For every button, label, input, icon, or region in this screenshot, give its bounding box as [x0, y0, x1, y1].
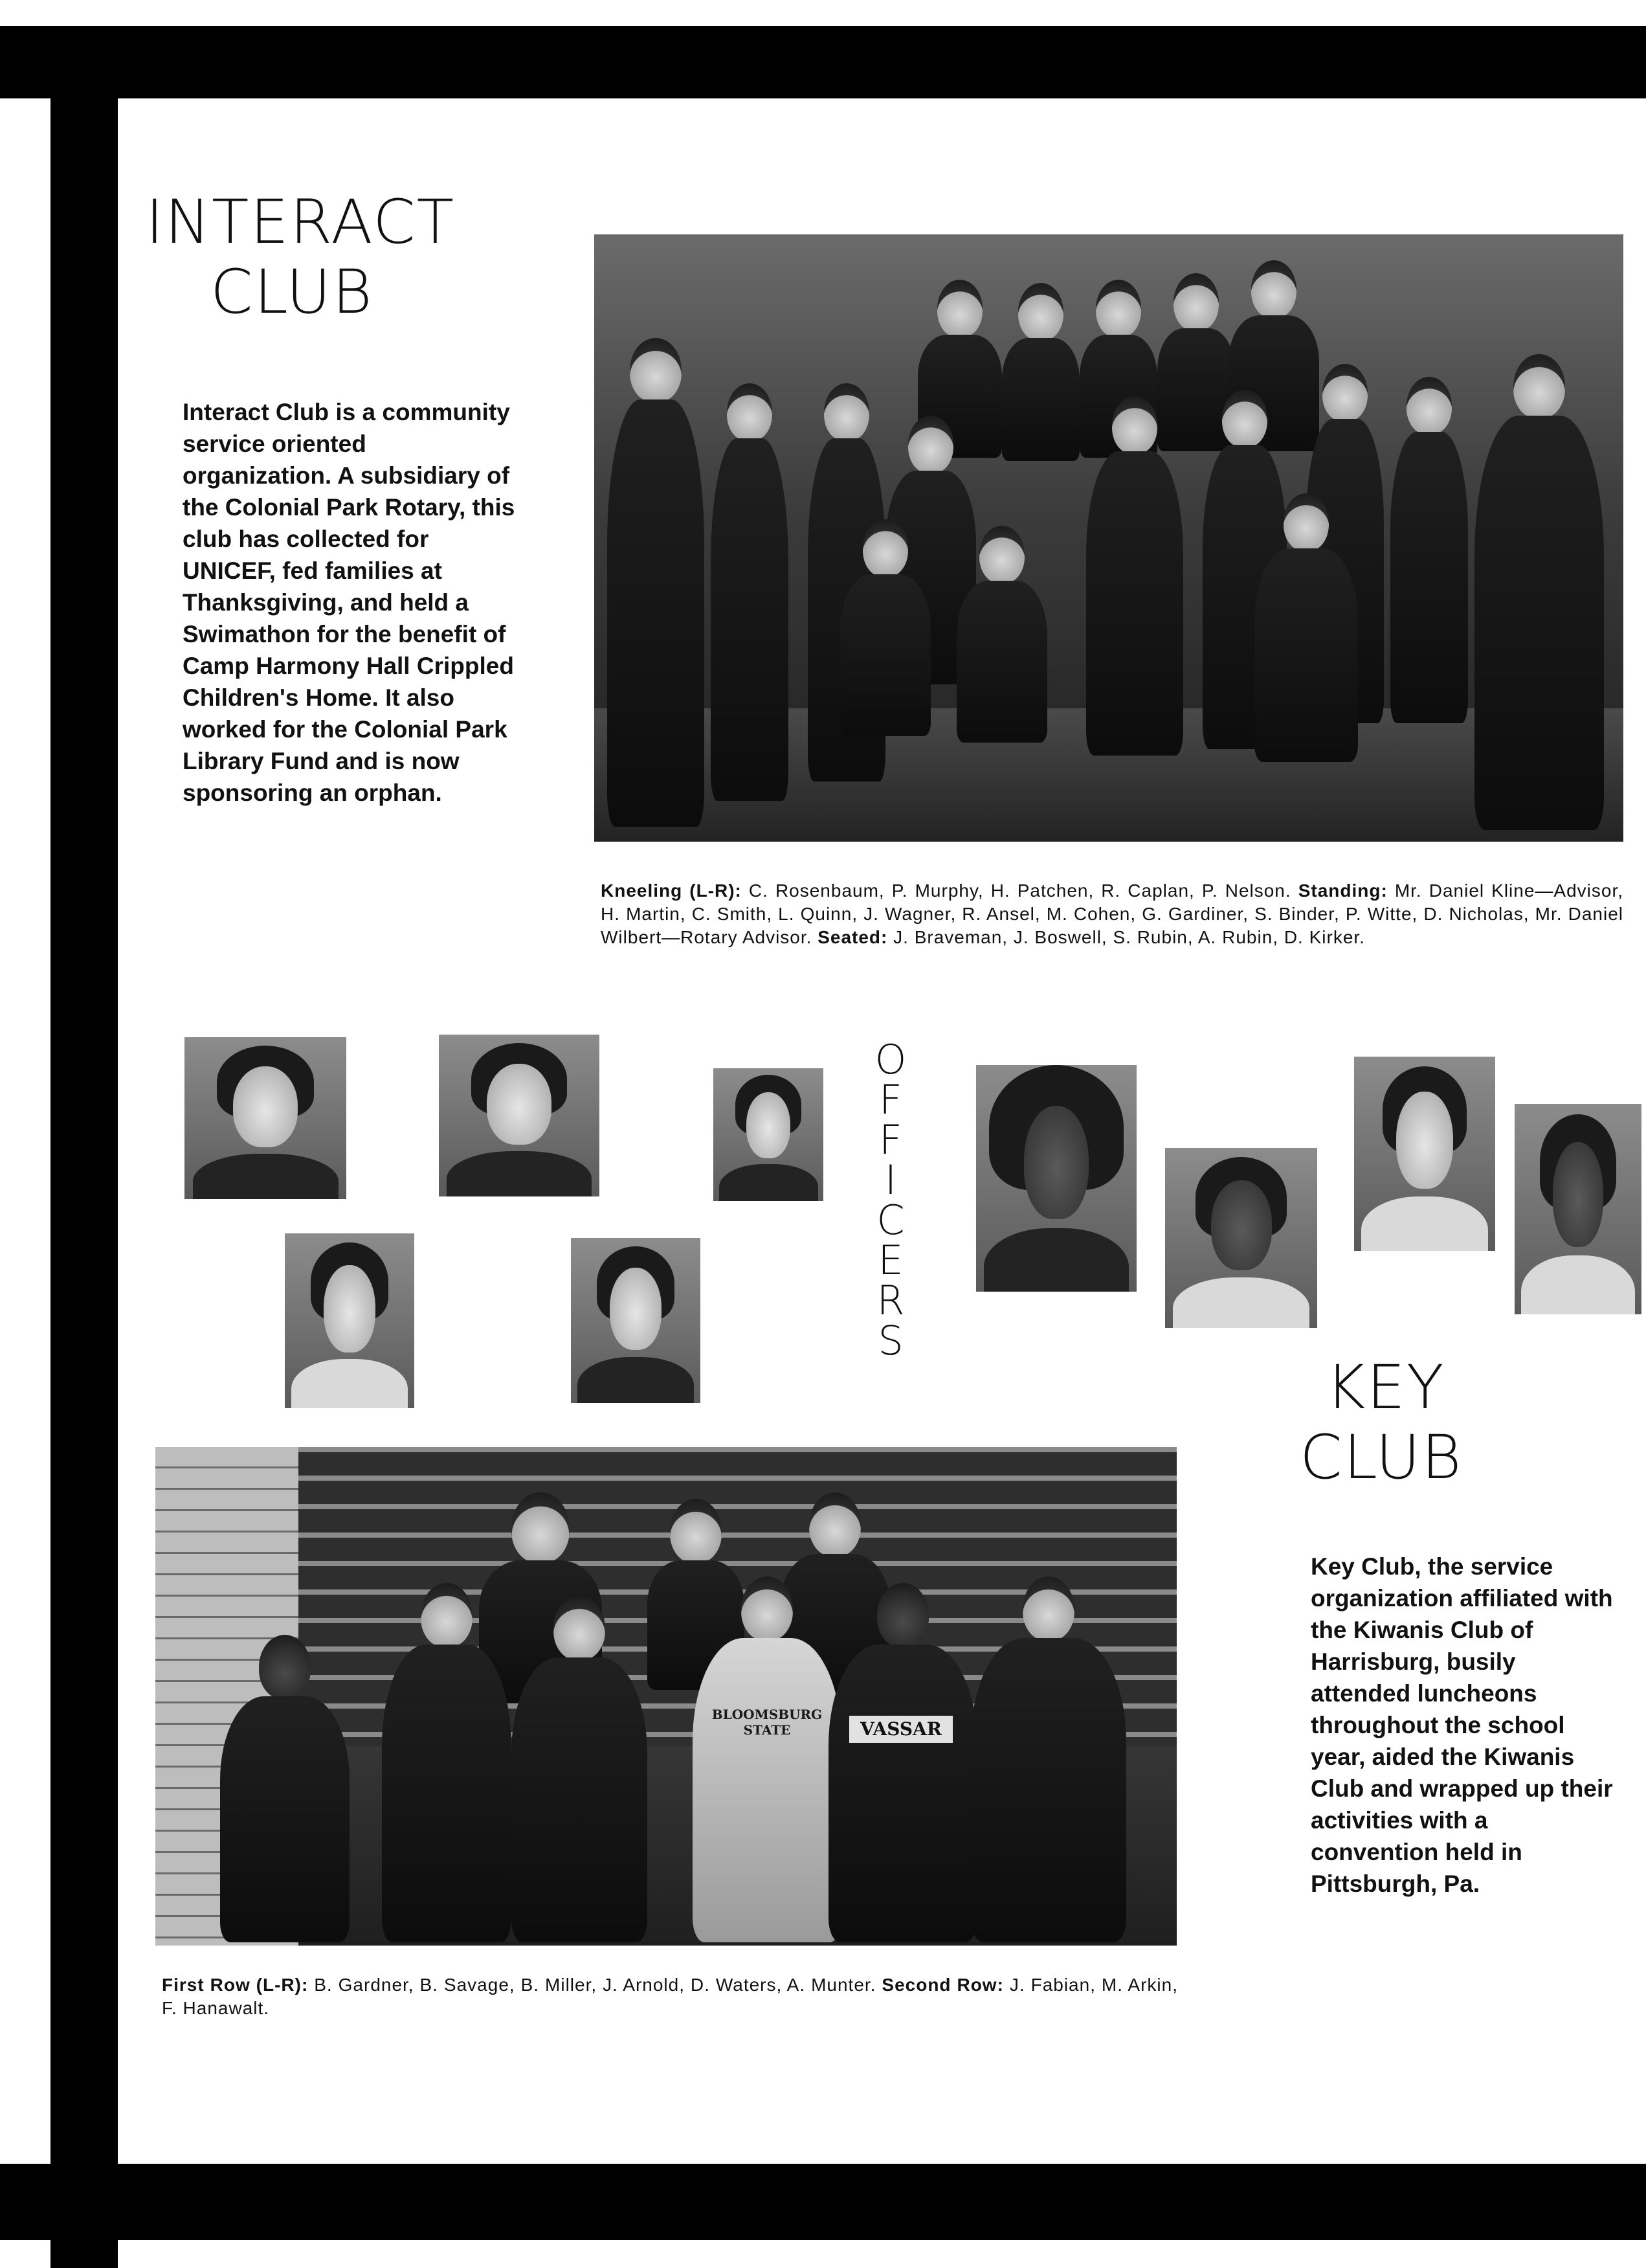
person	[511, 1596, 647, 1946]
shirt-text-vassar: VASSAR	[849, 1716, 953, 1743]
person	[1086, 396, 1183, 759]
officer-portrait	[439, 1035, 599, 1196]
key-club-description: Key Club, the service organization affiliated with the Kiwanis Club of Harrisburg, busily attended luncheons throughout the school year, aided the Kiwanis Club and wrapped up their activities with a convention held in Pittsburgh, Pa.	[1311, 1553, 1613, 1897]
shirt-text-bloomsburg: BLOOMSBURG STATE	[711, 1707, 823, 1738]
officers-heading	[871, 1036, 910, 1364]
caption-second-row-label: Second Row:	[882, 1975, 1004, 1995]
caption-second-row-names: J. Fabian, M. Arkin, F. Hanawalt.	[162, 1975, 1179, 2018]
person	[1390, 377, 1468, 726]
key-club-title	[1300, 1353, 1463, 1493]
person	[220, 1635, 350, 1946]
person	[711, 383, 788, 804]
person	[1254, 493, 1358, 765]
officers-letter: O	[874, 1036, 907, 1083]
caption-kneeling-names: C. Rosenbaum, P. Murphy, H. Patchen, R. Caplan, P. Nelson.	[741, 881, 1298, 901]
caption-standing-names: Mr. Daniel Kline—Advisor, H. Martin, C. Smith, L. Quinn, J. Wagner, R. Ansel, M. Cohen, G. Gardiner, S. Binder, P. Witte, D. Nicholas, Mr. Daniel Wilbert—Rotary Advisor.	[601, 881, 1624, 947]
caption-seated-names: J. Braveman, J. Boswell, S. Rubin, A. Rubin, D. Kirker.	[887, 927, 1365, 947]
person	[971, 1577, 1126, 1946]
caption-seated-label: Seated:	[817, 927, 888, 947]
person	[693, 1577, 841, 1946]
key-club-group-photo	[155, 1447, 1177, 1946]
caption-first-row-label: First Row (L-R):	[162, 1975, 309, 1995]
officer-portrait	[976, 1065, 1137, 1292]
key-title-line1: KEY	[1326, 1353, 1445, 1423]
left-border-bar	[50, 26, 118, 2268]
person	[1474, 354, 1604, 833]
person	[382, 1583, 511, 1946]
caption-standing-label: Standing:	[1298, 881, 1388, 901]
officer-portrait	[1165, 1148, 1317, 1328]
person	[840, 519, 931, 739]
officer-portrait	[184, 1037, 346, 1199]
person	[829, 1583, 977, 1946]
officer-portrait	[713, 1068, 823, 1201]
caption-kneeling-label: Kneeling (L-R):	[601, 881, 742, 901]
caption-first-row-names: B. Gardner, B. Savage, B. Miller, J. Arnold, D. Waters, A. Munter.	[308, 1975, 882, 1995]
interact-photo-caption	[601, 879, 1623, 949]
interact-description: Interact Club is a community service oriented organization. A subsidiary of the Colonial Park Rotary, this club has collected for UNICEF, fed families at Thanksgiving, and held a Swimathon for the benefit of Camp Harmony Hall Crippled Children's Home. It also worked for the Colonial Park Library Fund and is now sponsoring an orphan.	[183, 399, 515, 806]
person	[607, 338, 704, 830]
interact-group-photo	[594, 234, 1623, 842]
bottom-border-bar	[0, 2164, 1646, 2240]
key-title-line2: CLUB	[1300, 1422, 1463, 1494]
key-club-photo-caption	[162, 1973, 1178, 2020]
officers-letter: R	[876, 1277, 905, 1324]
person	[1002, 283, 1080, 464]
officers-letter: S	[878, 1317, 904, 1364]
officer-portrait	[285, 1233, 414, 1408]
interact-club-title	[146, 188, 455, 328]
officers-letter: F	[879, 1076, 902, 1123]
officer-portrait	[1515, 1104, 1641, 1314]
officers-letter: C	[876, 1196, 905, 1244]
interact-title-line1: INTERACT	[146, 187, 456, 258]
officers-letter: E	[878, 1237, 904, 1284]
interact-title-line2: CLUB	[210, 257, 373, 328]
person	[957, 526, 1047, 746]
top-border-bar	[0, 26, 1646, 98]
officers-letter: I	[884, 1156, 897, 1204]
officer-portrait	[1354, 1057, 1495, 1251]
officers-letter: F	[879, 1116, 902, 1163]
officer-portrait	[571, 1238, 700, 1403]
